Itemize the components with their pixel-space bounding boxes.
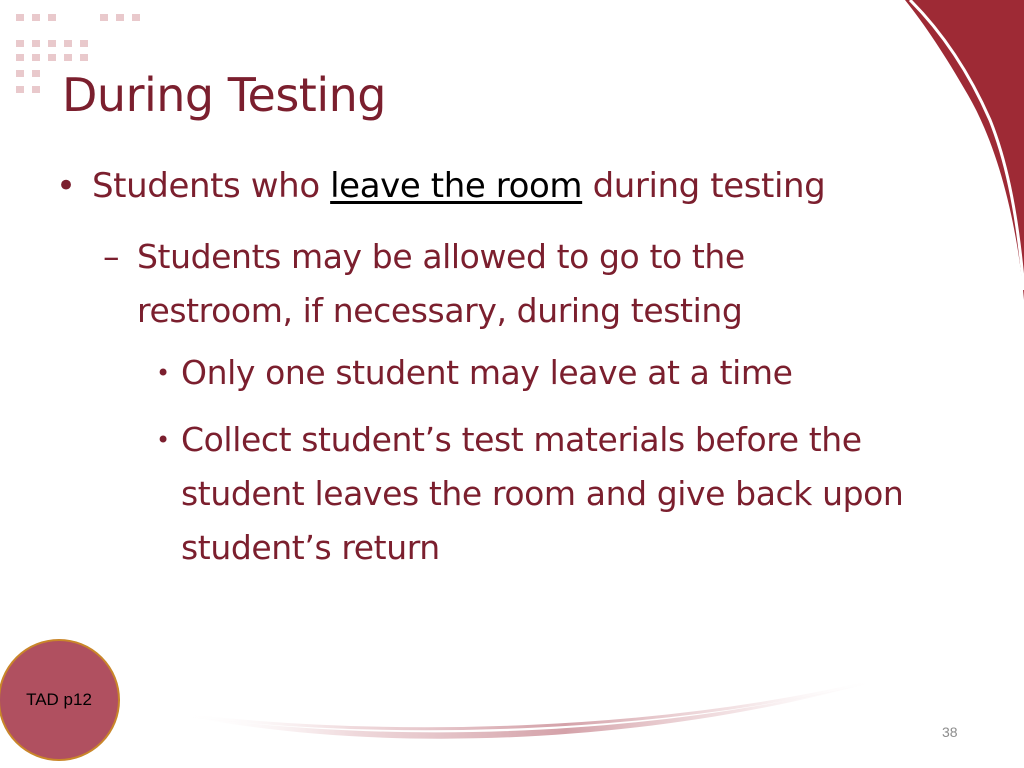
badge-label: TAD p12	[26, 690, 92, 709]
slide-title: During Testing	[62, 68, 386, 122]
bottom-swoosh-decoration	[0, 640, 1024, 768]
dash-bullet-icon: –	[103, 237, 120, 276]
page-number: 38	[942, 724, 958, 740]
bullet-level1-text	[92, 166, 825, 206]
bullet-dot-icon: •	[156, 359, 170, 387]
reference-badge	[0, 639, 120, 761]
bullet-level2-text: Students may be allowed to go to the restroom, if necessary, during testing	[137, 237, 745, 330]
bullet-dot-icon: •	[56, 166, 76, 206]
leave-the-room-link[interactable]: leave the room	[330, 166, 583, 206]
bullet-level3-text: Only one student may leave at a time	[181, 353, 793, 392]
bullet-level1-prefix: Students who	[92, 166, 331, 206]
bullet-dot-icon: •	[156, 426, 170, 454]
bullet-level1-suffix: during testing	[582, 166, 826, 206]
bullet-level3-text: Collect student’s test materials before the student leaves the room and give back upon student’s return	[181, 420, 904, 567]
